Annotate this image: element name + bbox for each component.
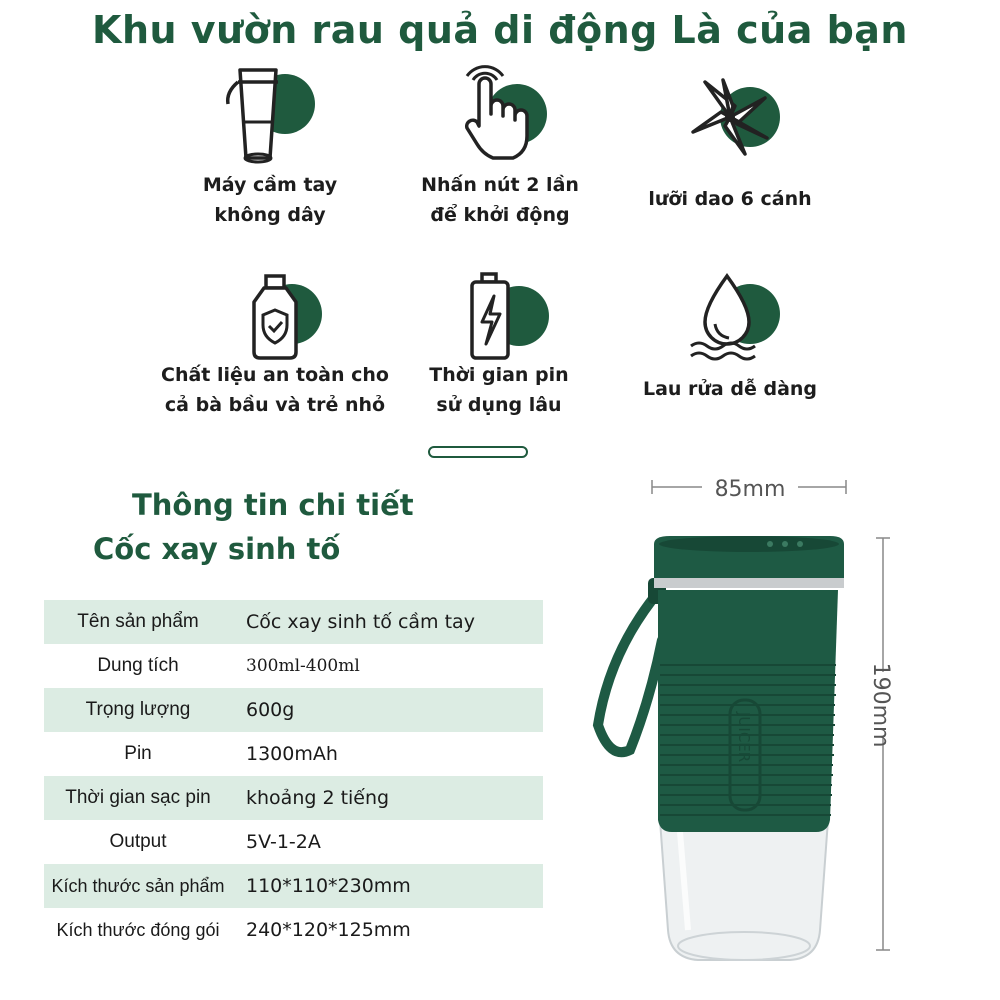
details-heading: Thông tin chi tiết (132, 488, 414, 522)
height-dimension: 190mm (868, 662, 893, 748)
feature-blades (590, 62, 870, 252)
table-row (44, 644, 543, 688)
feature-label: Chất liệu an toàn cho (161, 364, 389, 386)
table-row (44, 732, 543, 776)
width-dimension: 85mm (714, 477, 786, 502)
table-row (44, 864, 543, 908)
feature-label: Thời gian pin (429, 364, 569, 386)
blade-icon (675, 62, 785, 172)
product-heading: Cốc xay sinh tố (93, 532, 341, 566)
brand-label: JUICER (735, 712, 753, 763)
spec-value: khoảng 2 tiếng (232, 776, 543, 820)
hand-press-icon (445, 62, 555, 172)
spec-table (44, 600, 543, 952)
spec-value: Cốc xay sinh tố cầm tay (232, 600, 543, 644)
spec-key: Tên sản phẩm (44, 600, 232, 644)
spec-key: Kích thước sản phẩm (44, 864, 232, 908)
spec-value: 5V-1-2A (246, 831, 321, 853)
feature-label: Nhấn nút 2 lần (421, 174, 579, 196)
spec-key: Output (109, 831, 167, 852)
table-row (44, 908, 543, 952)
spec-key: Kích thước đóng gói (56, 919, 220, 940)
feature-label: cả bà bầu và trẻ nhỏ (164, 394, 386, 416)
feature-label: Máy cầm tay (202, 174, 338, 196)
feature-label: sử dụng lâu (436, 394, 562, 416)
feature-easy-clean (590, 270, 870, 460)
spec-key: Dung tích (97, 655, 179, 676)
spec-value: 300ml-400ml (246, 656, 360, 676)
spec-value: 240*120*125mm (246, 919, 411, 941)
spec-value: 1300mAh (246, 743, 338, 765)
spec-key: Pin (124, 743, 152, 764)
product-illustration (580, 460, 1000, 1000)
spec-key: Trọng lượng (44, 688, 232, 732)
feature-label: để khởi động (430, 204, 570, 226)
spec-value: 110*110*230mm (232, 864, 543, 908)
cup-icon (215, 62, 325, 172)
table-row (44, 820, 543, 864)
section-divider (428, 446, 528, 458)
table-row (44, 600, 543, 644)
feature-label: Lau rửa dễ dàng (642, 378, 818, 400)
water-drop-icon (675, 270, 785, 380)
page-title: Khu vườn rau quả di động Là của bạn (92, 8, 908, 52)
table-row (44, 776, 543, 820)
table-row (44, 688, 543, 732)
spec-key: Thời gian sạc pin (44, 776, 232, 820)
spec-value: 600g (232, 688, 543, 732)
feature-label: lưỡi dao 6 cánh (648, 188, 812, 210)
feature-label: không dây (214, 204, 326, 226)
